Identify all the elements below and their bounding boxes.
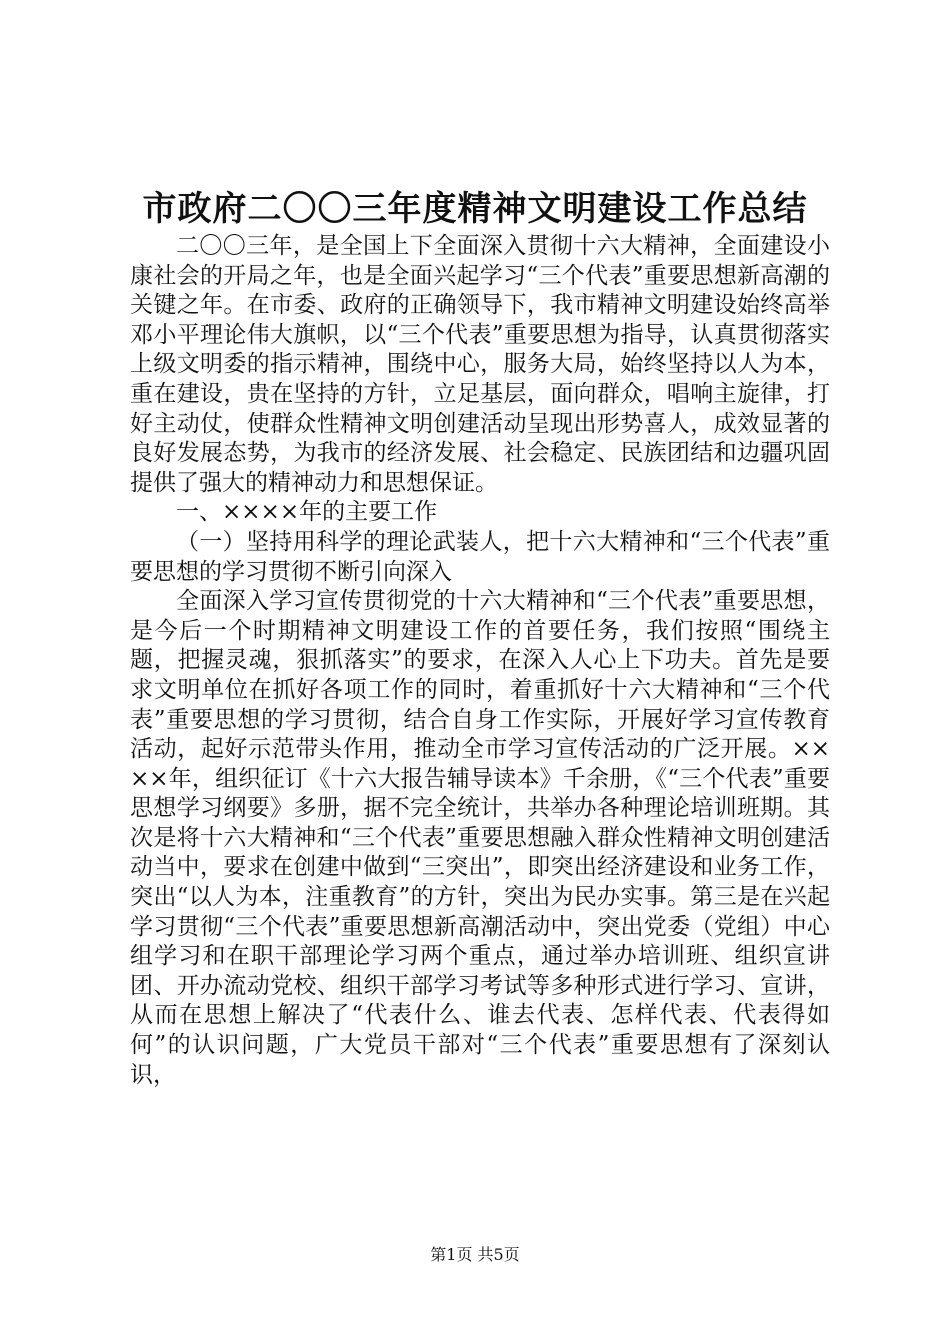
body-paragraph: 全面深入学习宣传贯彻党的十六大精神和“三个代表”重要思想，是今后一个时期精神文明建设工作的首要任务，我们按照“围绕主题，把握灵魂，狠抓落实”的要求，在深入人心上下功夫。首先是要求文明单位在抓好各项工作的同时，着重抓好十六大精神和“三个代表”重要思想的学习贯彻，结合自身工作实际，开展好学习宣传教育活动，起好示范带头作用，推动全市学习宣传活动的广泛开展。××××年，组织征订《十六大报告辅导读本》千余册，《“三个代表”重要思想学习纲要》多册，据不完全统计，共举办各种理论培训班期。其次是将十六大精神和“三个代表”重要思想融入群众性精神文明创建活动当中，要求在创建中做到“三突出”，即突出经济建设和业务工作，突出“以人为本，注重教育”的方针，突出为民办实事。第三是在兴起学习贯彻“三个代表”重要思想新高潮活动中，突出党委（党组）中心组学习和在职干部理论学习两个重点，通过举办培训班、组织宣讲团、开办流动党校、组织干部学习考试等多种形式进行学习、宣讲，从而在思想上解决了“代表什么、谁去代表、怎样代表、代表得如何”的认识问题，广大党员干部对“三个代表”重要思想有了深刻认识， <box>130 588 830 1088</box>
document-body <box>130 232 830 1090</box>
document-title: 市政府二〇〇三年度精神文明建设工作总结 <box>142 189 808 229</box>
subsection-heading: （一）坚持用科学的理论武装人，把十六大精神和“三个代表”重要思想的学习贯彻不断引向深入 <box>130 528 830 585</box>
intro-paragraph: 二〇〇三年，是全国上下全面深入贯彻十六大精神，全面建设小康社会的开局之年，也是全面兴起学习“三个代表”重要思想新高潮的关键之年。在市委、政府的正确领导下，我市精神文明建设始终高举邓小平理论伟大旗帜，以“三个代表”重要思想为指导，认真贯彻落实上级文明委的指示精神，围绕中心，服务大局，始终坚持以人为本，重在建设，贵在坚持的方针，立足基层，面向群众，唱响主旋律，打好主动仗，使群众性精神文明创建活动呈现出形势喜人，成效显著的良好发展态势，为我市的经济发展、社会稳定、民族团结和边疆巩固提供了强大的精神动力和思想保证。 <box>130 233 830 496</box>
page-number-footer: 第1页 共5页 <box>430 1245 520 1264</box>
section-heading: 一、××××年的主要工作 <box>176 499 438 526</box>
